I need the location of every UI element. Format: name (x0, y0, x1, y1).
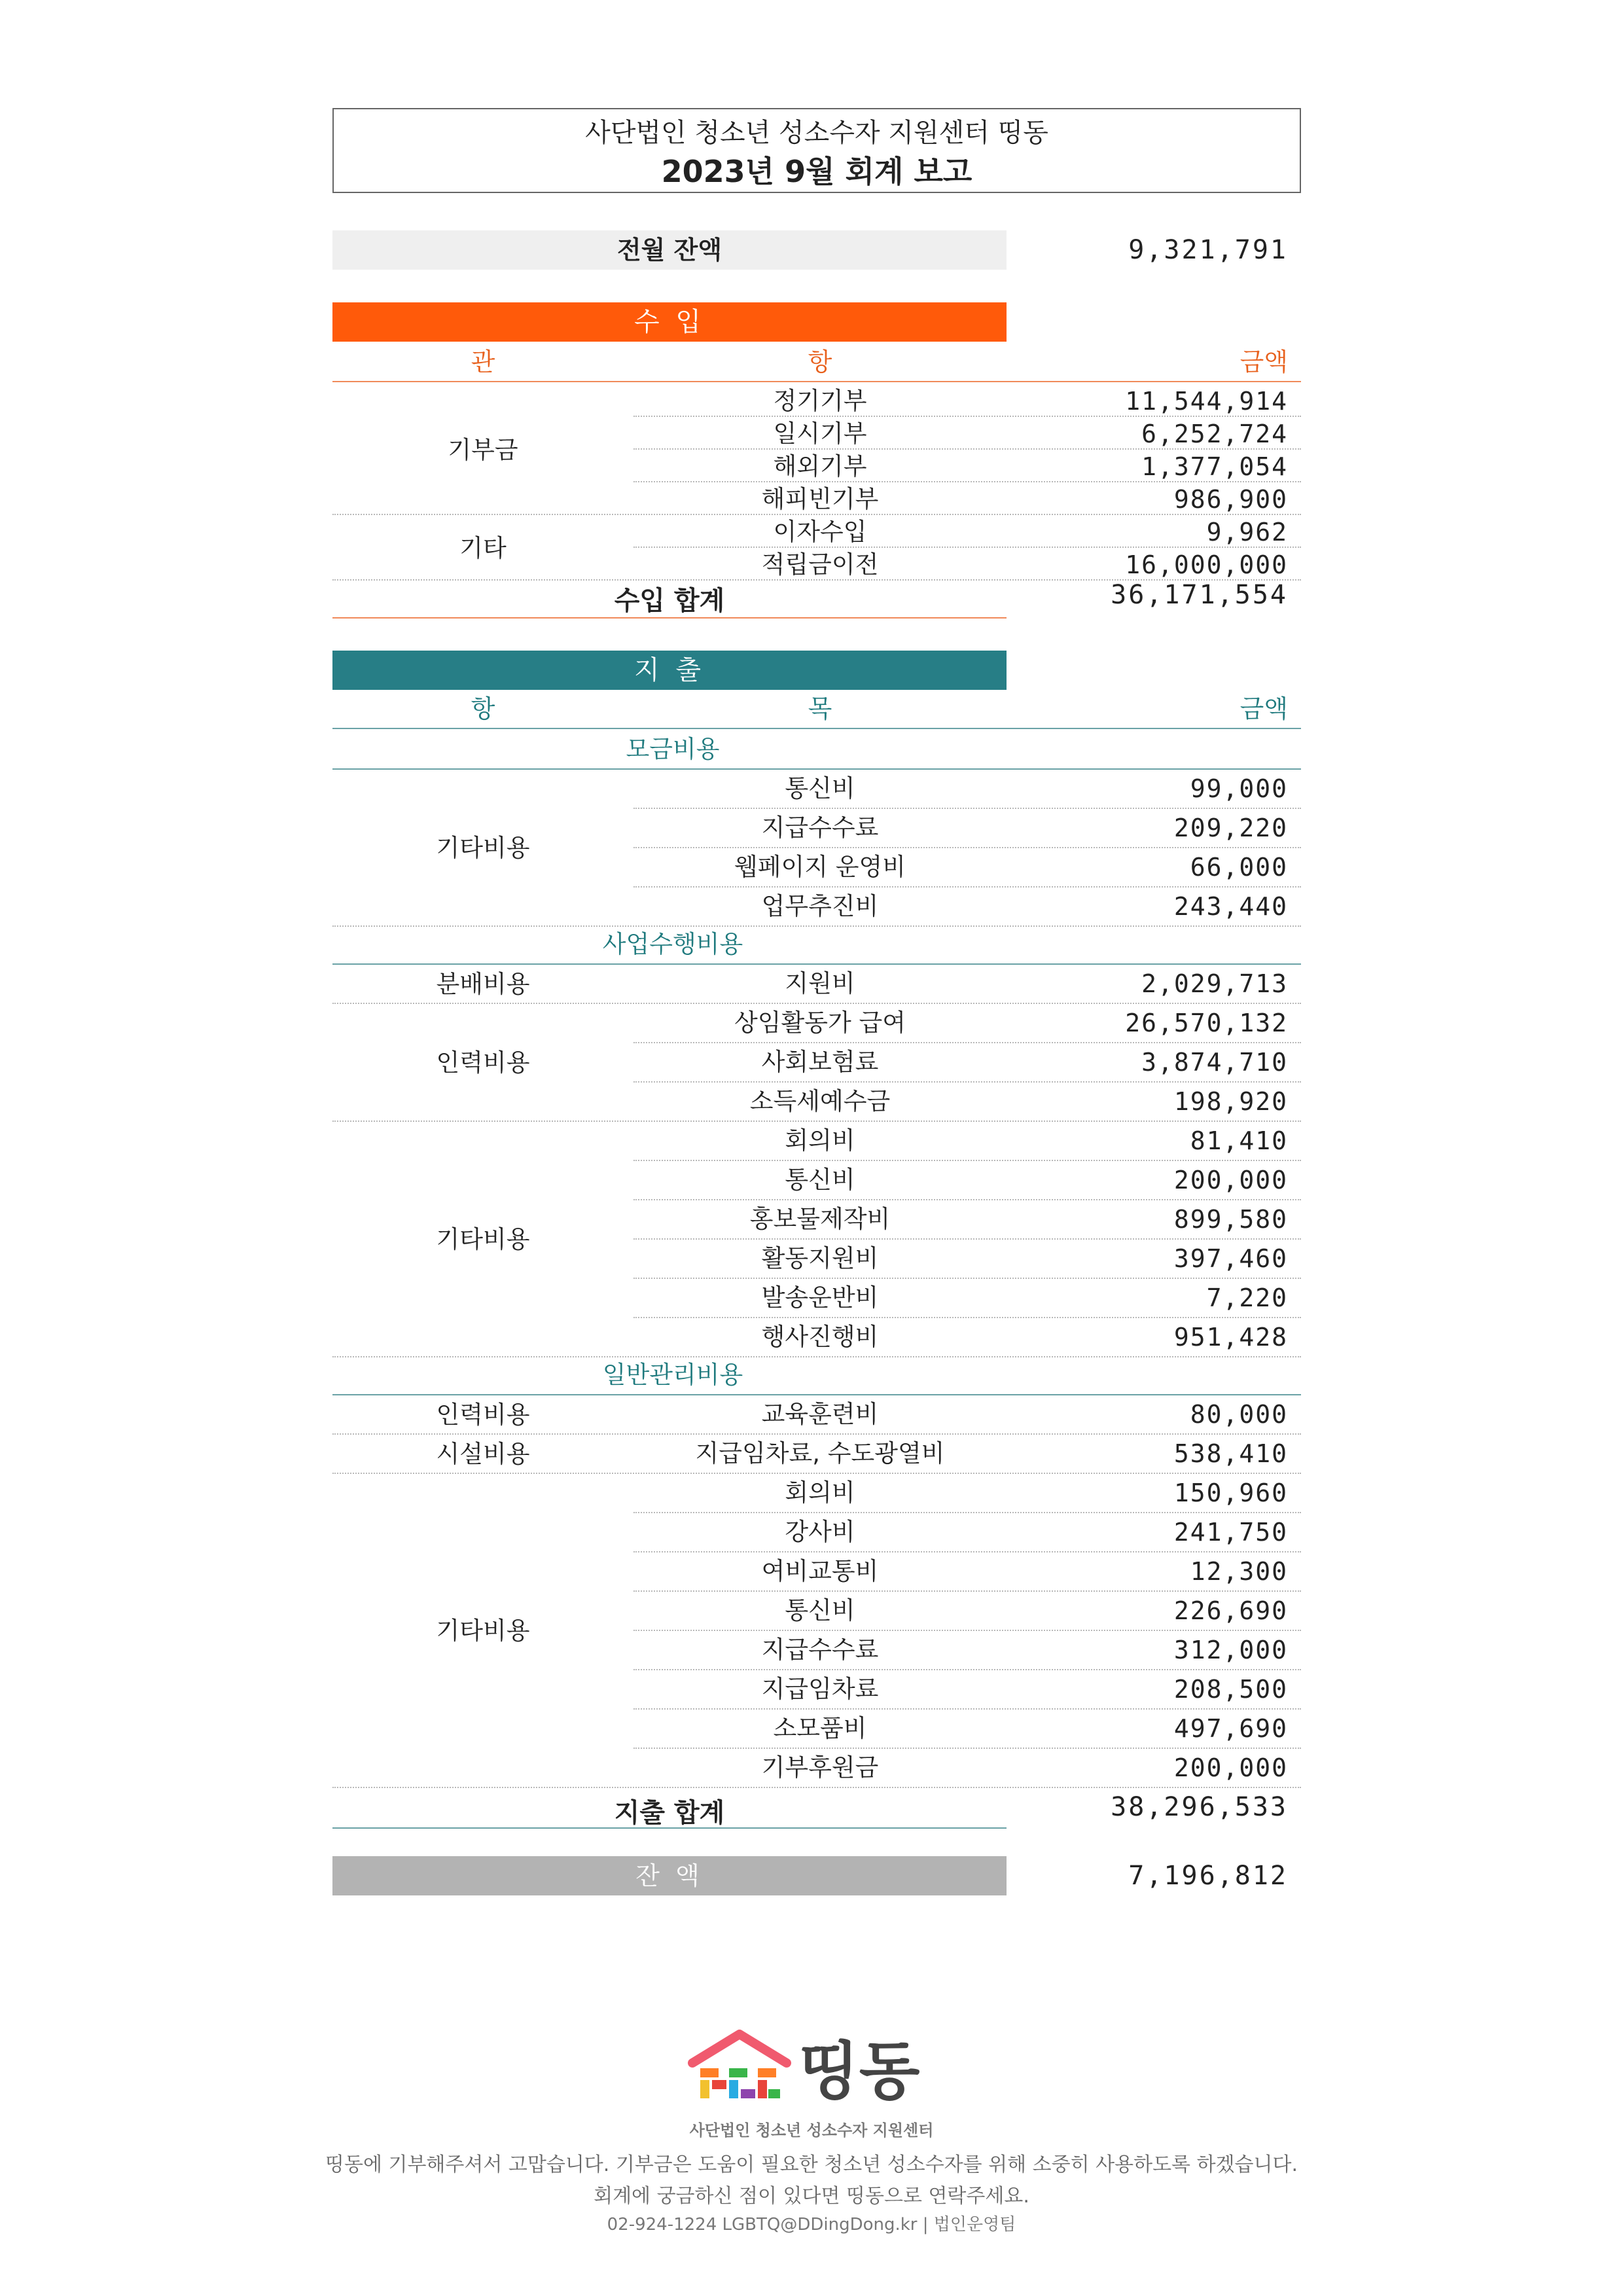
income-row-divider (633, 448, 1301, 450)
expense-row-divider (633, 1708, 1301, 1710)
expense-item-value: 80,000 (1190, 1400, 1288, 1429)
expense-item-label: 지급수수료 (761, 814, 879, 842)
expense-group-name: 인력비용 (436, 1049, 530, 1077)
expense-item-label: 회의비 (785, 1126, 855, 1155)
income-row-divider (633, 416, 1301, 417)
expense-item-value: 99,000 (1190, 774, 1288, 803)
expense-item-value: 241,750 (1173, 1518, 1288, 1547)
expense-item-label: 소모품비 (773, 1714, 867, 1742)
expense-category-label: 모금비용 (626, 735, 720, 763)
income-section-bar: 수 입 (332, 302, 1007, 342)
logo-wordmark: 띵동 (798, 2035, 920, 2101)
expense-item-value: 198,920 (1173, 1087, 1288, 1116)
expense-col-amount: 금액 (1240, 694, 1288, 723)
income-col-hang: 항 (808, 348, 832, 376)
expense-item-label: 활동지원비 (761, 1244, 879, 1272)
expense-header-divider (332, 728, 1301, 729)
income-item-label: 일시기부 (773, 420, 867, 448)
footer-contact-details: 02-924-1224 LGBTQ@DDingDong.kr | 법인운영팀 (607, 2215, 1016, 2234)
expense-section-bar: 지 출 (332, 651, 1007, 690)
expense-item-value: 81,410 (1190, 1126, 1288, 1155)
expense-item-label: 상임활동가 급여 (734, 1009, 906, 1037)
expense-col-mok: 목 (808, 694, 832, 723)
expense-item-value: 243,440 (1173, 892, 1288, 921)
expense-item-value: 899,580 (1173, 1205, 1288, 1234)
income-item-label: 적립금이전 (761, 550, 879, 579)
income-row-divider (633, 481, 1301, 482)
expense-item-label: 기부후원금 (761, 1753, 879, 1782)
expense-row-divider (633, 1081, 1301, 1083)
expense-category-label: 일반관리비용 (602, 1361, 743, 1389)
expense-group-name: 기타비용 (436, 1225, 530, 1253)
expense-row-divider (633, 1199, 1301, 1200)
expense-item-value: 497,690 (1173, 1714, 1288, 1743)
expense-row-divider (633, 1669, 1301, 1670)
income-group-name: 기부금 (448, 436, 518, 464)
footer-thanks: 띵동에 기부해주셔서 고맙습니다. 기부금은 도움이 필요한 청소년 성소수자를 위해 소중히 사용하도록 하겠습니다. (325, 2153, 1298, 2176)
expense-item-label: 웹페이지 운영비 (734, 853, 906, 881)
expense-item-value: 26,570,132 (1125, 1009, 1288, 1037)
income-item-value: 16,000,000 (1125, 550, 1288, 579)
expense-item-label: 통신비 (785, 1596, 855, 1624)
expense-row-divider (633, 1748, 1301, 1749)
expense-row-divider (633, 847, 1301, 848)
footer-contact-line: 회계에 궁금하신 점이 있다면 띵동으로 연락주세요. (594, 2185, 1029, 2208)
expense-item-label: 소득세예수금 (749, 1087, 891, 1115)
expense-item-label: 지원비 (785, 969, 855, 997)
expense-row-divider (633, 1278, 1301, 1279)
income-row-divider (633, 547, 1301, 548)
expense-row-divider (633, 1512, 1301, 1513)
expense-group-name: 분배비용 (436, 970, 530, 998)
ending-balance-value: 7,196,812 (1128, 1861, 1288, 1891)
income-item-label: 정기기부 (773, 387, 867, 415)
expense-row-divider (633, 808, 1301, 809)
expense-row-divider (633, 886, 1301, 888)
report-header (332, 108, 1301, 193)
income-total-divider (332, 617, 1007, 619)
expense-total-value: 38,296,533 (1111, 1792, 1288, 1822)
expense-item-label: 지급임차료, 수도광열비 (695, 1439, 945, 1467)
expense-item-label: 홍보물제작비 (749, 1205, 891, 1233)
expense-item-value: 951,428 (1173, 1323, 1288, 1352)
expense-total-divider (332, 1827, 1007, 1829)
expense-total-label: 지출 합계 (614, 1798, 725, 1828)
expense-col-hang: 항 (471, 694, 495, 723)
ending-balance-label: 잔 액 (332, 1856, 1007, 1895)
expense-row-divider (633, 1042, 1301, 1043)
prev-balance-value: 9,321,791 (1128, 235, 1288, 265)
income-item-label: 해피빈기부 (761, 485, 879, 513)
expense-item-value: 3,874,710 (1141, 1048, 1288, 1077)
income-col-amount: 금액 (1240, 348, 1288, 376)
expense-item-label: 통신비 (785, 774, 855, 802)
income-item-value: 9,962 (1206, 518, 1288, 547)
expense-item-value: 397,460 (1173, 1244, 1288, 1273)
org-name: 사단법인 청소년 성소수자 지원센터 띵동 (585, 118, 1048, 148)
expense-item-label: 사회보험료 (761, 1048, 879, 1076)
expense-item-value: 209,220 (1173, 814, 1288, 842)
expense-row-divider (633, 1238, 1301, 1240)
expense-row-divider (633, 1160, 1301, 1161)
expense-item-value: 150,960 (1173, 1479, 1288, 1507)
logo-subtitle: 사단법인 청소년 성소수자 지원센터 (689, 2121, 934, 2140)
income-item-value: 6,252,724 (1141, 420, 1288, 448)
expense-item-value: 208,500 (1173, 1675, 1288, 1704)
report-title: 2023년 9월 회계 보고 (661, 154, 972, 189)
expense-item-label: 여비교통비 (761, 1557, 879, 1585)
income-total-value: 36,171,554 (1111, 580, 1288, 610)
expense-row-divider (633, 1551, 1301, 1552)
expense-item-label: 통신비 (785, 1166, 855, 1194)
expense-group-name: 인력비용 (436, 1401, 530, 1429)
income-item-label: 해외기부 (773, 452, 867, 480)
expense-group-name: 시설비용 (436, 1440, 530, 1468)
expense-group-name: 기타비용 (436, 834, 530, 862)
expense-item-value: 226,690 (1173, 1596, 1288, 1625)
expense-item-value: 200,000 (1173, 1166, 1288, 1194)
income-total-label: 수입 합계 (614, 586, 725, 616)
income-item-value: 11,544,914 (1125, 387, 1288, 416)
expense-item-value: 2,029,713 (1141, 969, 1288, 998)
expense-item-label: 업무추진비 (761, 892, 879, 920)
expense-item-value: 200,000 (1173, 1753, 1288, 1782)
expense-item-label: 행사진행비 (761, 1323, 879, 1351)
expense-item-label: 지급수수료 (761, 1636, 879, 1664)
expense-item-label: 지급임차료 (761, 1675, 879, 1703)
expense-item-label: 교육훈련비 (761, 1400, 879, 1428)
expense-item-label: 발송운반비 (761, 1283, 879, 1312)
expense-row-divider (633, 1630, 1301, 1631)
prev-balance-label: 전월 잔액 (332, 230, 1007, 270)
income-item-value: 986,900 (1173, 485, 1288, 514)
expense-item-label: 강사비 (785, 1518, 855, 1546)
income-group-name: 기타 (459, 534, 507, 562)
expense-item-value: 312,000 (1173, 1636, 1288, 1664)
expense-item-value: 7,220 (1206, 1283, 1288, 1312)
ddingdong-logo (687, 2029, 949, 2101)
income-item-label: 이자수입 (773, 518, 867, 546)
expense-item-label: 회의비 (785, 1479, 855, 1507)
expense-item-value: 66,000 (1190, 853, 1288, 882)
expense-row-divider (633, 1590, 1301, 1592)
income-item-value: 1,377,054 (1141, 452, 1288, 481)
income-col-gwan: 관 (471, 348, 495, 376)
expense-row-divider (633, 1317, 1301, 1318)
income-header-divider (332, 381, 1301, 382)
expense-item-value: 12,300 (1190, 1557, 1288, 1586)
expense-group-name: 기타비용 (436, 1617, 530, 1645)
expense-item-value: 538,410 (1173, 1439, 1288, 1468)
expense-category-label: 사업수행비용 (602, 930, 743, 958)
